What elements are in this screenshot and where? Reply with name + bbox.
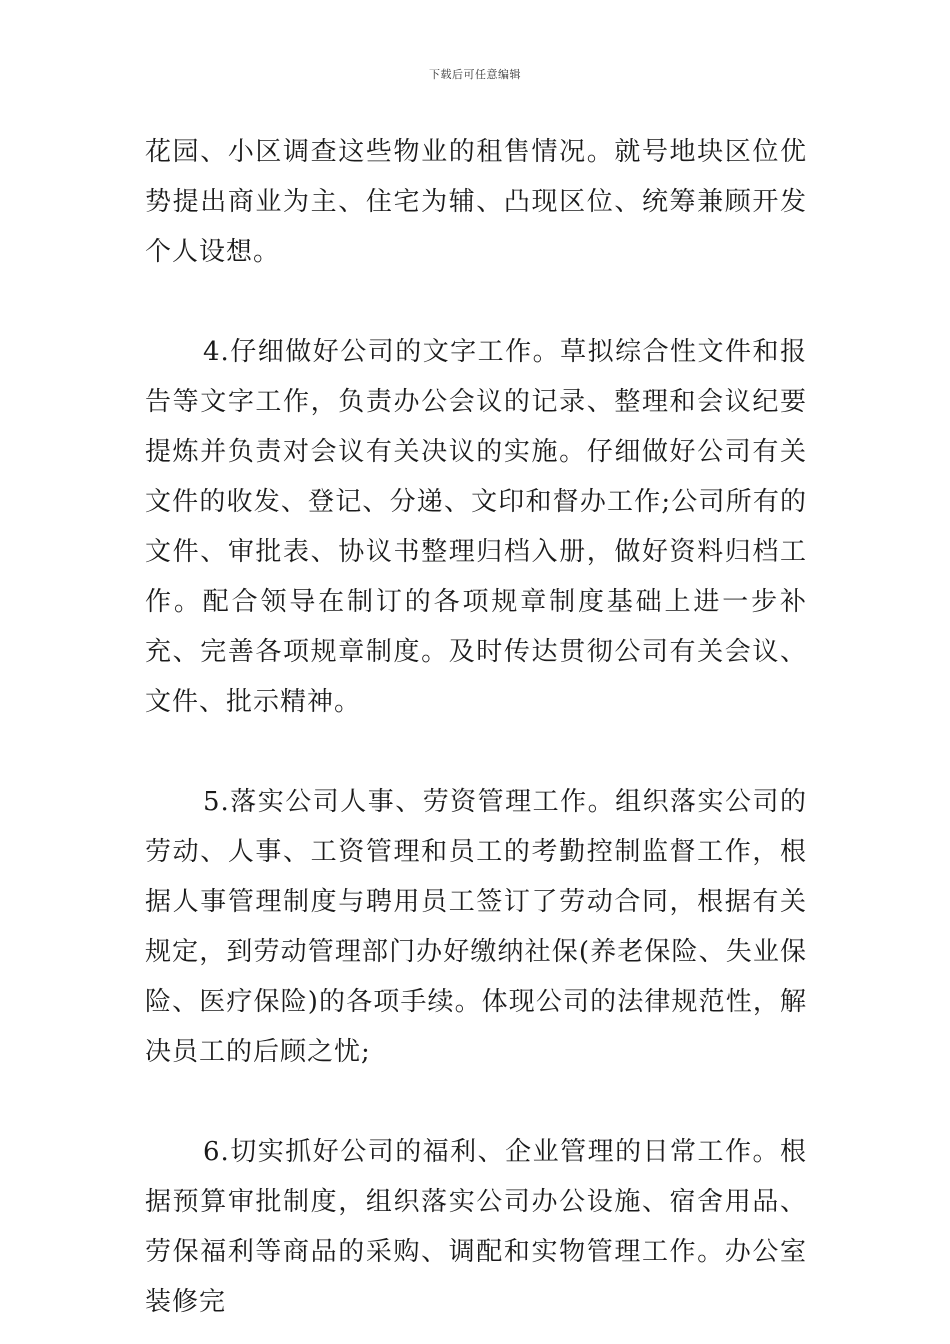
document-body [145, 127, 807, 1327]
page-header: 下载后可任意编辑 [429, 68, 521, 81]
paragraph-spacer [145, 727, 807, 777]
paragraph-item-6: 6.切实抓好公司的福利、企业管理的日常工作。根据预算审批制度，组织落实公司办公设施、宿舍用品、劳保福利等商品的采购、调配和实物管理工作。办公室装修完 [145, 1137, 807, 1317]
paragraph-spacer [145, 277, 807, 327]
paragraph-item-4: 4.仔细做好公司的文字工作。草拟综合性文件和报告等文字工作，负责办公会议的记录、整理和会议纪要提炼并负责对会议有关决议的实施。仔细做好公司有关文件的收发、登记、分递、文印和督办工作;公司所有的文件、审批表、协议书整理归档入册，做好资料归档工作。配合领导在制订的各项规章制度基础上进一步补充、完善各项规章制度。及时传达贯彻公司有关会议、文件、批示精神。 [145, 337, 807, 717]
paragraph-item-5: 5.落实公司人事、劳资管理工作。组织落实公司的劳动、人事、工资管理和员工的考勤控制监督工作，根据人事管理制度与聘用员工签订了劳动合同，根据有关规定，到劳动管理部门办好缴纳社保(养老保险、失业保险、医疗保险)的各项手续。体现公司的法律规范性，解决员工的后顾之忧; [145, 787, 807, 1067]
paragraph-continuation: 花园、小区调查这些物业的租售情况。就号地块区位优势提出商业为主、住宅为辅、凸现区位、统筹兼顾开发个人设想。 [145, 137, 807, 267]
paragraph-spacer [145, 1077, 807, 1127]
